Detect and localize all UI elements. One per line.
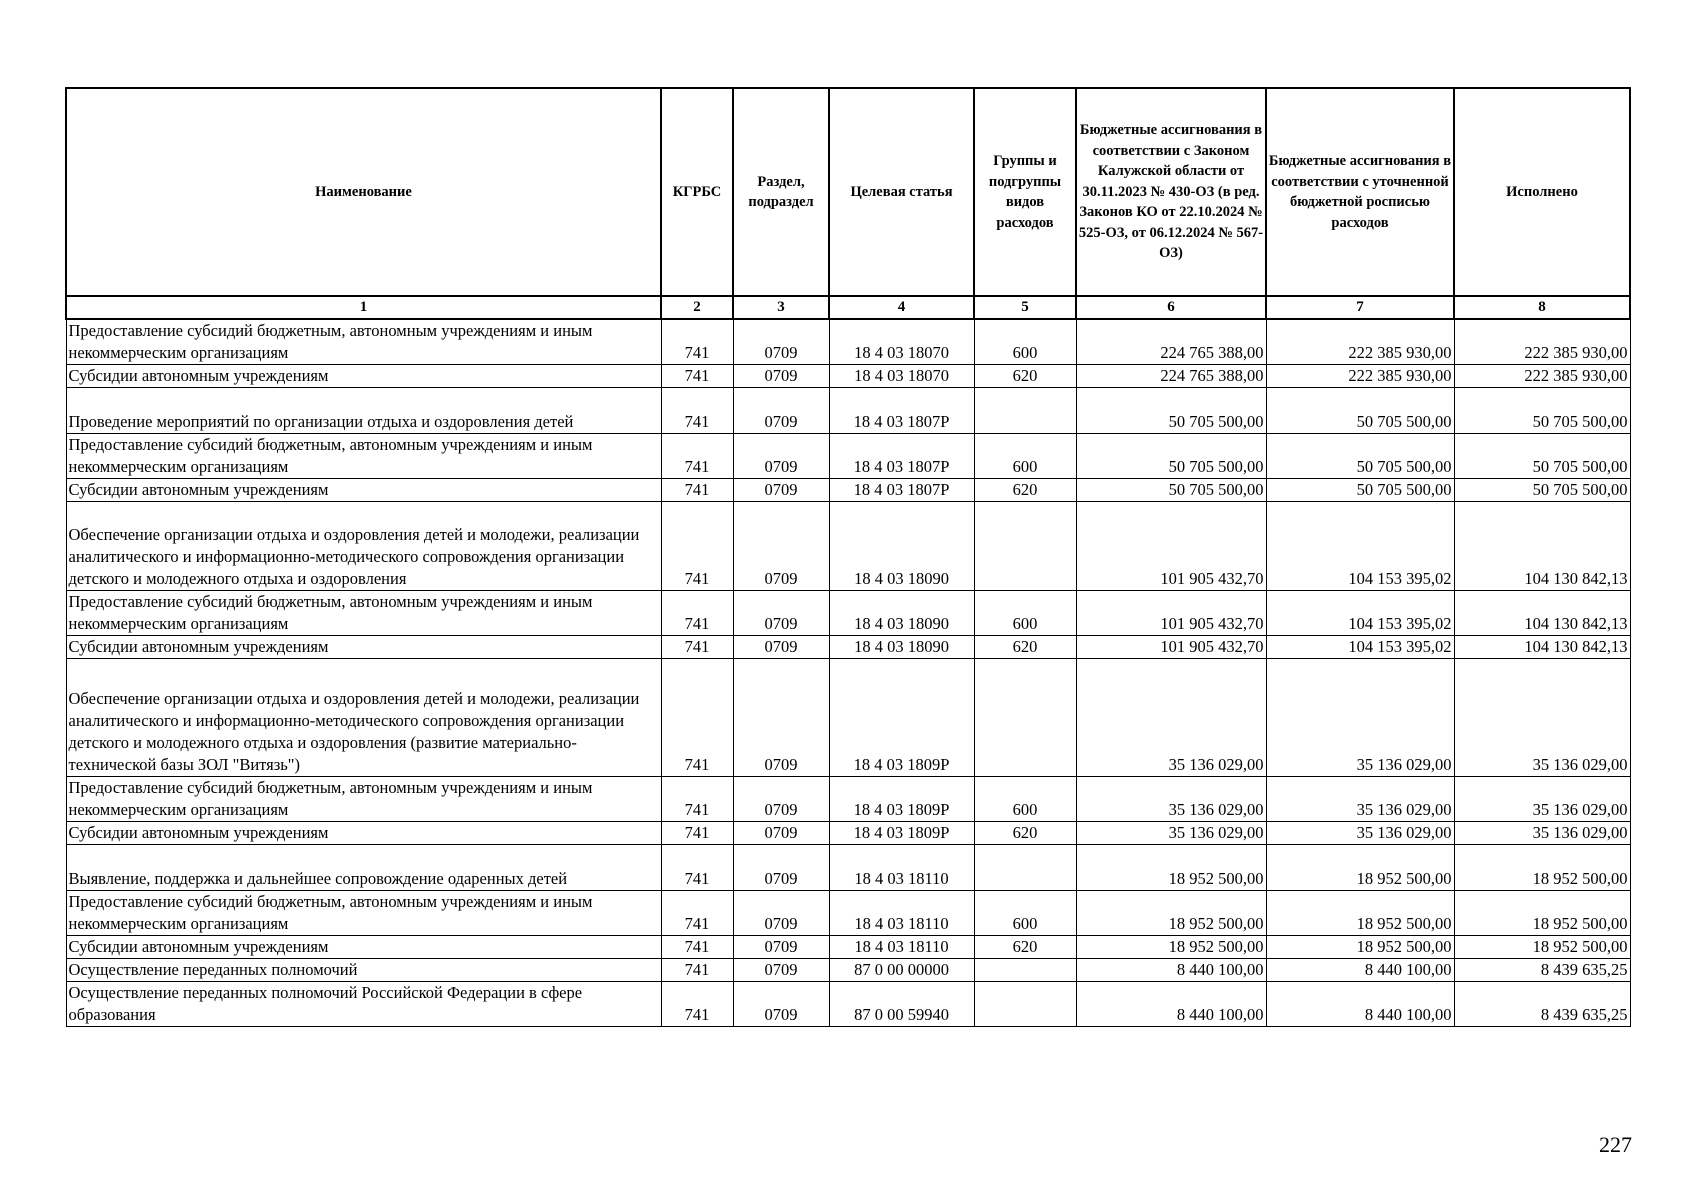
cell-vid: 620 bbox=[974, 636, 1076, 659]
table-row bbox=[66, 591, 1630, 636]
cell-law: 8 440 100,00 bbox=[1076, 982, 1266, 1027]
table-row bbox=[66, 982, 1630, 1027]
cell-razdel: 0709 bbox=[733, 365, 829, 388]
cell-kgrbs: 741 bbox=[661, 434, 733, 479]
cell-law: 18 952 500,00 bbox=[1076, 845, 1266, 891]
cell-cel: 87 0 00 59940 bbox=[829, 982, 974, 1027]
cell-razdel: 0709 bbox=[733, 659, 829, 777]
cell-vid: 600 bbox=[974, 891, 1076, 936]
cell-razdel: 0709 bbox=[733, 936, 829, 959]
header-cel: Целевая статья bbox=[829, 88, 974, 296]
cell-razdel: 0709 bbox=[733, 434, 829, 479]
cell-kgrbs: 741 bbox=[661, 591, 733, 636]
header-rosp: Бюджетные ассигнования в соответствии с уточненной бюджетной росписью расходов bbox=[1266, 88, 1454, 296]
cell-rosp: 18 952 500,00 bbox=[1266, 845, 1454, 891]
cell-vid: 620 bbox=[974, 936, 1076, 959]
cell-cel: 18 4 03 18110 bbox=[829, 891, 974, 936]
cell-isp: 8 439 635,25 bbox=[1454, 959, 1630, 982]
cell-cel: 18 4 03 18070 bbox=[829, 365, 974, 388]
cell-rosp: 104 153 395,02 bbox=[1266, 636, 1454, 659]
cell-cel: 18 4 03 1809Р bbox=[829, 777, 974, 822]
table-row bbox=[66, 822, 1630, 845]
cell-rosp: 35 136 029,00 bbox=[1266, 659, 1454, 777]
cell-name: Осуществление переданных полномочий bbox=[66, 959, 661, 982]
cell-isp: 222 385 930,00 bbox=[1454, 365, 1630, 388]
column-number: 3 bbox=[733, 296, 829, 319]
cell-kgrbs: 741 bbox=[661, 502, 733, 591]
cell-vid: 600 bbox=[974, 777, 1076, 822]
cell-rosp: 104 153 395,02 bbox=[1266, 591, 1454, 636]
cell-rosp: 104 153 395,02 bbox=[1266, 502, 1454, 591]
cell-rosp: 8 440 100,00 bbox=[1266, 959, 1454, 982]
table-body bbox=[66, 319, 1630, 1027]
cell-vid bbox=[974, 959, 1076, 982]
cell-law: 8 440 100,00 bbox=[1076, 959, 1266, 982]
cell-law: 224 765 388,00 bbox=[1076, 319, 1266, 365]
cell-law: 35 136 029,00 bbox=[1076, 822, 1266, 845]
table-row bbox=[66, 891, 1630, 936]
cell-cel: 18 4 03 18090 bbox=[829, 636, 974, 659]
cell-rosp: 35 136 029,00 bbox=[1266, 777, 1454, 822]
cell-name: Обеспечение организации отдыха и оздоровления детей и молодежи, реализации аналитического и информационно-методического сопровождения организации детского и молодежного отдыха и оздоровления bbox=[66, 502, 661, 591]
cell-name: Осуществление переданных полномочий Российской Федерации в сфере образования bbox=[66, 982, 661, 1027]
cell-vid bbox=[974, 659, 1076, 777]
cell-name: Предоставление субсидий бюджетным, автономным учреждениям и иным некоммерческим организациям bbox=[66, 591, 661, 636]
cell-cel: 18 4 03 1807Р bbox=[829, 434, 974, 479]
header-kgrbs: КГРБС bbox=[661, 88, 733, 296]
cell-law: 101 905 432,70 bbox=[1076, 591, 1266, 636]
column-number: 4 bbox=[829, 296, 974, 319]
table-row bbox=[66, 636, 1630, 659]
cell-name: Предоставление субсидий бюджетным, автономным учреждениям и иным некоммерческим организациям bbox=[66, 319, 661, 365]
cell-isp: 104 130 842,13 bbox=[1454, 502, 1630, 591]
cell-isp: 104 130 842,13 bbox=[1454, 636, 1630, 659]
cell-kgrbs: 741 bbox=[661, 959, 733, 982]
cell-law: 101 905 432,70 bbox=[1076, 502, 1266, 591]
cell-name: Субсидии автономным учреждениям bbox=[66, 936, 661, 959]
table-row bbox=[66, 479, 1630, 502]
cell-vid: 620 bbox=[974, 365, 1076, 388]
header-row bbox=[66, 88, 1630, 296]
cell-name: Предоставление субсидий бюджетным, автономным учреждениям и иным некоммерческим организациям bbox=[66, 891, 661, 936]
cell-kgrbs: 741 bbox=[661, 636, 733, 659]
cell-vid bbox=[974, 388, 1076, 434]
cell-cel: 18 4 03 1809Р bbox=[829, 822, 974, 845]
cell-vid: 600 bbox=[974, 591, 1076, 636]
cell-cel: 18 4 03 18110 bbox=[829, 936, 974, 959]
cell-isp: 35 136 029,00 bbox=[1454, 822, 1630, 845]
cell-isp: 222 385 930,00 bbox=[1454, 319, 1630, 365]
cell-isp: 18 952 500,00 bbox=[1454, 891, 1630, 936]
cell-isp: 35 136 029,00 bbox=[1454, 777, 1630, 822]
cell-isp: 50 705 500,00 bbox=[1454, 388, 1630, 434]
table-row bbox=[66, 502, 1630, 591]
cell-kgrbs: 741 bbox=[661, 319, 733, 365]
cell-law: 50 705 500,00 bbox=[1076, 434, 1266, 479]
cell-kgrbs: 741 bbox=[661, 365, 733, 388]
cell-razdel: 0709 bbox=[733, 845, 829, 891]
header-isp: Исполнено bbox=[1454, 88, 1630, 296]
table-row bbox=[66, 777, 1630, 822]
budget-table bbox=[65, 87, 1631, 1027]
cell-name: Обеспечение организации отдыха и оздоровления детей и молодежи, реализации аналитического и информационно-методического сопровождения организации детского и молодежного отдыха и оздоровления (развитие материально-технической базы ЗОЛ "Витязь") bbox=[66, 659, 661, 777]
cell-razdel: 0709 bbox=[733, 636, 829, 659]
cell-law: 101 905 432,70 bbox=[1076, 636, 1266, 659]
table-row bbox=[66, 959, 1630, 982]
cell-law: 50 705 500,00 bbox=[1076, 479, 1266, 502]
cell-name: Проведение мероприятий по организации отдыха и оздоровления детей bbox=[66, 388, 661, 434]
cell-rosp: 50 705 500,00 bbox=[1266, 434, 1454, 479]
cell-cel: 18 4 03 18090 bbox=[829, 591, 974, 636]
cell-isp: 35 136 029,00 bbox=[1454, 659, 1630, 777]
cell-name: Субсидии автономным учреждениям bbox=[66, 636, 661, 659]
cell-vid bbox=[974, 982, 1076, 1027]
cell-name: Субсидии автономным учреждениям bbox=[66, 365, 661, 388]
cell-law: 35 136 029,00 bbox=[1076, 777, 1266, 822]
cell-vid bbox=[974, 502, 1076, 591]
cell-vid: 600 bbox=[974, 434, 1076, 479]
cell-cel: 18 4 03 1809Р bbox=[829, 659, 974, 777]
cell-isp: 18 952 500,00 bbox=[1454, 845, 1630, 891]
table-row bbox=[66, 365, 1630, 388]
cell-razdel: 0709 bbox=[733, 982, 829, 1027]
cell-rosp: 50 705 500,00 bbox=[1266, 388, 1454, 434]
cell-vid: 600 bbox=[974, 319, 1076, 365]
column-number: 2 bbox=[661, 296, 733, 319]
cell-law: 18 952 500,00 bbox=[1076, 891, 1266, 936]
table-row bbox=[66, 388, 1630, 434]
cell-razdel: 0709 bbox=[733, 388, 829, 434]
cell-law: 50 705 500,00 bbox=[1076, 388, 1266, 434]
cell-cel: 18 4 03 18090 bbox=[829, 502, 974, 591]
cell-name: Предоставление субсидий бюджетным, автономным учреждениям и иным некоммерческим организациям bbox=[66, 777, 661, 822]
header-vid: Группы и подгруппы видов расходов bbox=[974, 88, 1076, 296]
cell-vid bbox=[974, 845, 1076, 891]
cell-law: 224 765 388,00 bbox=[1076, 365, 1266, 388]
cell-cel: 18 4 03 18110 bbox=[829, 845, 974, 891]
cell-name: Выявление, поддержка и дальнейшее сопровождение одаренных детей bbox=[66, 845, 661, 891]
cell-razdel: 0709 bbox=[733, 479, 829, 502]
cell-name: Предоставление субсидий бюджетным, автономным учреждениям и иным некоммерческим организациям bbox=[66, 434, 661, 479]
column-number: 6 bbox=[1076, 296, 1266, 319]
cell-kgrbs: 741 bbox=[661, 777, 733, 822]
cell-cel: 18 4 03 1807Р bbox=[829, 479, 974, 502]
cell-kgrbs: 741 bbox=[661, 845, 733, 891]
header-razdel: Раздел, подраздел bbox=[733, 88, 829, 296]
cell-kgrbs: 741 bbox=[661, 891, 733, 936]
header-law: Бюджетные ассигнования в соответствии с Законом Калужской области от 30.11.2023 № 430-ОЗ (в ред. Законов КО от 22.10.2024 № 525-ОЗ, от 06.12.2024 № 567-ОЗ) bbox=[1076, 88, 1266, 296]
cell-razdel: 0709 bbox=[733, 591, 829, 636]
column-number: 1 bbox=[66, 296, 661, 319]
cell-name: Субсидии автономным учреждениям bbox=[66, 479, 661, 502]
table-row bbox=[66, 319, 1630, 365]
column-number: 7 bbox=[1266, 296, 1454, 319]
cell-kgrbs: 741 bbox=[661, 479, 733, 502]
page-number: 227 bbox=[1599, 1132, 1632, 1157]
column-number-row bbox=[66, 296, 1630, 319]
cell-vid: 620 bbox=[974, 479, 1076, 502]
cell-name: Субсидии автономным учреждениям bbox=[66, 822, 661, 845]
table-row bbox=[66, 434, 1630, 479]
cell-rosp: 8 440 100,00 bbox=[1266, 982, 1454, 1027]
table-row bbox=[66, 659, 1630, 777]
cell-isp: 104 130 842,13 bbox=[1454, 591, 1630, 636]
cell-isp: 8 439 635,25 bbox=[1454, 982, 1630, 1027]
cell-rosp: 222 385 930,00 bbox=[1266, 319, 1454, 365]
cell-razdel: 0709 bbox=[733, 502, 829, 591]
cell-rosp: 50 705 500,00 bbox=[1266, 479, 1454, 502]
cell-razdel: 0709 bbox=[733, 319, 829, 365]
cell-rosp: 35 136 029,00 bbox=[1266, 822, 1454, 845]
cell-rosp: 18 952 500,00 bbox=[1266, 936, 1454, 959]
column-number: 8 bbox=[1454, 296, 1630, 319]
header-name: Наименование bbox=[66, 88, 661, 296]
cell-kgrbs: 741 bbox=[661, 659, 733, 777]
cell-kgrbs: 741 bbox=[661, 388, 733, 434]
cell-cel: 18 4 03 1807Р bbox=[829, 388, 974, 434]
cell-isp: 18 952 500,00 bbox=[1454, 936, 1630, 959]
cell-kgrbs: 741 bbox=[661, 936, 733, 959]
cell-razdel: 0709 bbox=[733, 959, 829, 982]
table-row bbox=[66, 845, 1630, 891]
cell-razdel: 0709 bbox=[733, 822, 829, 845]
table-row bbox=[66, 936, 1630, 959]
column-number: 5 bbox=[974, 296, 1076, 319]
cell-kgrbs: 741 bbox=[661, 982, 733, 1027]
cell-cel: 18 4 03 18070 bbox=[829, 319, 974, 365]
cell-law: 18 952 500,00 bbox=[1076, 936, 1266, 959]
cell-rosp: 18 952 500,00 bbox=[1266, 891, 1454, 936]
cell-law: 35 136 029,00 bbox=[1076, 659, 1266, 777]
cell-isp: 50 705 500,00 bbox=[1454, 479, 1630, 502]
cell-isp: 50 705 500,00 bbox=[1454, 434, 1630, 479]
cell-cel: 87 0 00 00000 bbox=[829, 959, 974, 982]
cell-vid: 620 bbox=[974, 822, 1076, 845]
cell-razdel: 0709 bbox=[733, 777, 829, 822]
cell-razdel: 0709 bbox=[733, 891, 829, 936]
cell-kgrbs: 741 bbox=[661, 822, 733, 845]
cell-rosp: 222 385 930,00 bbox=[1266, 365, 1454, 388]
